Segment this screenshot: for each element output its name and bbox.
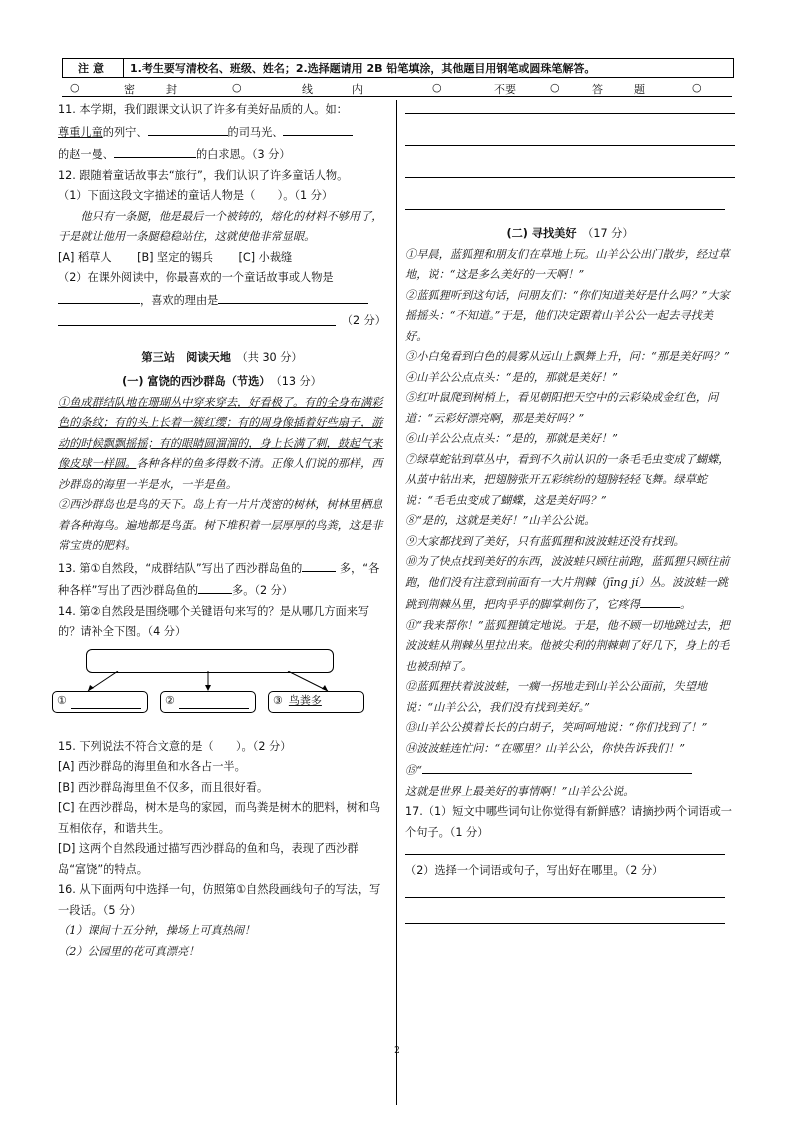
notice-text: 1.考生要写清校名、班级、姓名；2.选择题请用 2B 铅笔填涂，其他题目用钢笔或圆珠笔解答。 [130, 62, 596, 75]
reading-2-para: ⑤红叶鼠爬到树梢上，看见朝阳把天空中的云彩染成金红色，问道：“云彩好漂亮啊，那是美好吗？” [405, 391, 719, 425]
reading-2-para: ⑨大家都找到了美好，只有蓝狐狸和波波蛙还没有找到。 [405, 534, 685, 548]
q12-option-a[interactable]: [A] 稻草人 [58, 250, 112, 264]
seal-mark: ○ [692, 81, 702, 94]
question-11-line3: 的赵一曼、 的白求恩。（3 分） [58, 143, 386, 166]
seal-mark: 题 [634, 83, 645, 96]
reading-1-para-2: ②西沙群岛也是鸟的天下。岛上有一片片茂密的树林，树林里栖息着各种海鸟。遍地都是鸟蛋。树下堆积着一层厚厚的鸟粪，这是非常宝贵的肥料。 [58, 498, 383, 552]
reading-2-para: ⑫蓝狐狸扶着波波蛙，一瘸一拐地走到山羊公公面前，失望地说：“山羊公公，我们没有找到美好。” [405, 680, 708, 714]
question-12-part2-line: ，喜欢的理由是 [58, 289, 386, 312]
question-14-diagram [58, 645, 386, 737]
diagram-key-sentence-box[interactable] [86, 649, 334, 673]
seal-mark: 密 [124, 83, 135, 96]
reading-2-para: ⑬山羊公公摸着长长的白胡子，笑呵呵地说：“你们找到了！” [405, 721, 708, 734]
q12-option-c[interactable]: [C] 小裁缝 [238, 250, 293, 264]
q13-blank-1[interactable] [302, 557, 336, 572]
question-13: 13. 第①自然段，“成群结队”写出了西沙群岛鱼的 多，“各种各样”写出了西沙群岛鱼的 多。（2 分） [58, 557, 386, 602]
station-heading: 第三站 阅读天地 （共 30 分） [141, 350, 303, 364]
seal-mark: 封 [166, 83, 177, 96]
para-10-blank[interactable] [640, 593, 680, 608]
reading-2-para: ④山羊公公点点头：“是的，那就是美好！” [405, 370, 618, 384]
notice-box [62, 58, 734, 78]
reading-2-para: ③小白兔看到白色的晨雾从远山上飘舞上升，问：“那是美好吗？” [405, 350, 730, 363]
q12-option-b[interactable]: [B] 坚定的锡兵 [137, 250, 213, 264]
q11-blank-1[interactable] [148, 121, 228, 136]
reading-2-para: ①早晨，蓝狐狸和朋友们在草地上玩。山羊公公出门散步，经过草地，说：“这是多么美好的一天啊！” [405, 247, 730, 281]
q12-blank-3[interactable] [58, 311, 336, 326]
reading-2-para: ⑪“我来帮你！”蓝狐狸镇定地说。于是，他不顾一切地跳过去，把波波蛙从荆棘丛里拉出来。他被尖利的荆棘刺了好几下，身上的毛也被刮掉了。 [405, 618, 730, 673]
right-column [405, 100, 735, 924]
left-column [58, 100, 386, 962]
question-12-stem: 12. 跟随着童话故事去“旅行”，我们认识了许多童话人物。 [58, 168, 349, 182]
seal-mark: ○ [232, 81, 242, 94]
q12-blank-1[interactable] [58, 289, 140, 304]
answer-line[interactable] [405, 922, 725, 924]
q11-blank-2[interactable] [283, 121, 353, 136]
question-12-part2: （2）在课外阅读中，你最喜欢的一个童话故事或人物是 [58, 271, 334, 284]
reading-2-para-15: ⑮“ [405, 759, 735, 782]
q15-option-a[interactable]: [A] 西沙群岛的海里鱼和水各占一半。 [58, 760, 246, 773]
question-12-options [58, 248, 386, 269]
question-15: 15. 下列说法不符合文意的是（ ）。（2 分） [58, 739, 292, 753]
q12-blank-2[interactable] [218, 289, 368, 304]
q16-option-1: （1）课间十五分钟，操场上可真热闹！ [58, 924, 256, 937]
diagram-box-3[interactable]: ③ 鸟粪多 [268, 691, 364, 713]
q15-option-b[interactable]: [B] 西沙群岛海里鱼不仅多，而且很好看。 [58, 780, 269, 794]
para-15-blank[interactable] [422, 759, 692, 774]
question-16: 16. 从下面两句中选择一句，仿照第①自然段画线句子的写法，写一段话。（5 分） [58, 883, 381, 917]
reading-1-title: (一) 富饶的西沙群岛（节选） （13 分） [122, 375, 322, 388]
diagram-box-1[interactable]: ① [52, 691, 148, 713]
reading-2-para-10: ⑩为了快点找到美好的东西，波波蛙只顾往前跑，蓝狐狸只顾往前跑，他们没有注意到前面有一大片荆棘（jīng jí）丛。波波蛙一跳跳到荆棘丛里，把肉乎乎的脚掌刺伤了，它疼得 。 [405, 555, 730, 611]
q16-option-2: （2）公园里的花可真漂亮！ [58, 944, 200, 958]
q13-blank-2[interactable] [198, 579, 232, 594]
reading-1-para-1: ①鱼成群结队地在珊瑚丛中穿来穿去，好看极了。有的全身布满彩色的条纹；有的头上长着一簇红缨；有的周身像插着好些扇子，游动的时候飘飘摇摇；有的眼睛圆溜溜的，身上长满了刺，鼓起气来像皮球一样圆。各种各样的鱼多得数不清。正像人们说的那样，西沙群岛的海里一半是水，一半是鱼。 [58, 395, 383, 491]
reading-2-para-15-end: 这就是世界上最美好的事情啊！”山羊公公说。 [405, 784, 635, 798]
seal-mark: 线 [302, 83, 313, 96]
seal-mark: 内 [352, 83, 363, 96]
seal-mark: ○ [550, 81, 560, 94]
reading-2-para: ⑦绿草蛇钻到草丛中，看到不久前认识的一条毛毛虫变成了蝴蝶，从茧中钻出来，把翅膀张开五彩缤纷的翅膀轻轻飞舞。绿草蛇说：“毛毛虫变成了蝴蝶，这是美好吗？” [405, 452, 730, 507]
answer-line[interactable] [405, 208, 725, 210]
answer-line[interactable] [405, 853, 725, 855]
question-12-part2-line2: （2 分） [58, 311, 386, 334]
question-17-part1: 17.（1）短文中哪些词句让你觉得有新鲜感？请摘抄两个词语或一个句子。（1 分） [405, 805, 732, 839]
q15-option-d[interactable]: [D] 这两个自然段通过描写西沙群岛的鱼和鸟，表现了西沙群岛“富饶”的特点。 [58, 842, 359, 876]
question-17-part2: （2）选择一个词语或句子，写出好在哪里。（2 分） [405, 864, 664, 877]
seal-line [62, 80, 732, 96]
diagram-box-2[interactable]: ② [160, 691, 256, 713]
seal-mark: 不要 [494, 83, 516, 96]
reading-2-title: (二) 寻找美好 （17 分） [506, 227, 634, 240]
seal-mark: ○ [70, 81, 80, 94]
question-11-line2: 尊重儿童的列宁、 的司马光、 [58, 121, 386, 144]
question-12-passage: 他只有一条腿，他是最后一个被铸的，熔化的材料不够用了，于是就让他用一条腿稳稳站住，这就使他非常显眼。 [58, 209, 383, 243]
seal-mark: ○ [432, 81, 442, 94]
notice-label: 注意 [63, 59, 124, 77]
question-11-stem: 11. 本学期，我们跟课文认识了许多有美好品质的人。如： [58, 103, 348, 116]
q15-option-c[interactable]: [C] 在西沙群岛，树木是鸟的家园，而鸟粪是树木的肥料，树和鸟互相依存，和谐共生。 [58, 801, 381, 835]
question-14: 14. 第②自然段是围绕哪个关键语句来写的？是从哪几方面来写的？请补全下图。（4 分） [58, 604, 370, 638]
reading-2-para: ⑭波波蛙连忙问：“在哪里？山羊公公，你快告诉我们！” [405, 741, 685, 755]
page-number: 2 [394, 1046, 400, 1056]
question-12-part1: （1）下面这段文字描述的童话人物是（ ）。（1 分） [58, 189, 334, 202]
reading-2-para: ②蓝狐狸听到这句话，问朋友们：“你们知道美好是什么吗？”大家摇摇头：“不知道。”于是，他们决定跟着山羊公公一起去寻找美好。 [405, 288, 730, 343]
reading-2-para: ⑥山羊公公点点头：“是的，那就是美好！” [405, 432, 618, 445]
q11-blank-3[interactable] [114, 143, 196, 158]
seal-mark: 答 [592, 83, 603, 96]
column-divider [396, 100, 397, 1105]
reading-2-para: ⑧“是的，这就是美好！”山羊公公说。 [405, 514, 596, 527]
